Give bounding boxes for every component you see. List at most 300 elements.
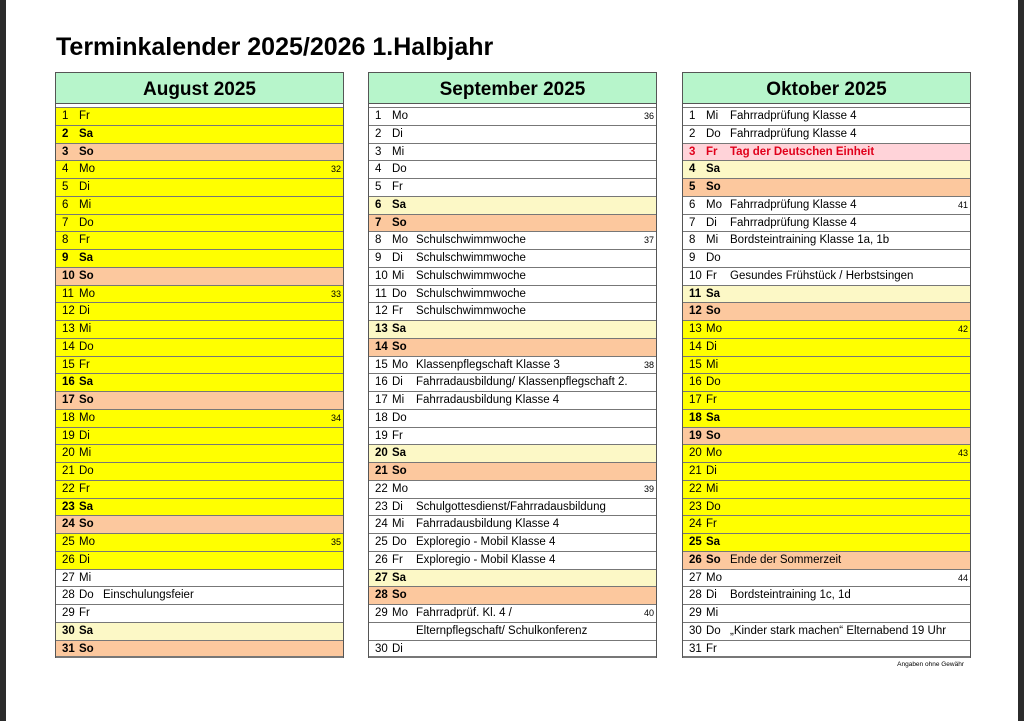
day-row (369, 480, 656, 498)
event-text: Ende der Sommerzeit (730, 553, 842, 566)
day-row (56, 498, 343, 516)
day-row (369, 586, 656, 604)
day-row (56, 249, 343, 267)
day-row (683, 622, 970, 640)
weekday: Fr (79, 358, 90, 371)
day-row (369, 498, 656, 516)
day-number: 17 (375, 394, 388, 406)
day-row (683, 285, 970, 303)
day-number: 20 (62, 447, 75, 460)
event-text: Schulschwimmwoche (416, 252, 526, 264)
day-row (683, 231, 970, 249)
week-number: 37 (643, 235, 654, 246)
weekday: So (79, 394, 94, 406)
day-number: 12 (62, 305, 75, 318)
day-row (683, 604, 970, 622)
day-row (683, 178, 970, 196)
event-text: Schulschwimmwoche (416, 287, 526, 300)
weekday: Fr (392, 553, 403, 566)
day-number: 18 (62, 411, 75, 424)
weekday: So (79, 518, 94, 531)
day-row (683, 356, 970, 374)
day-row (683, 462, 970, 480)
weekday: Do (79, 216, 94, 229)
month-column-september (368, 72, 657, 658)
day-number: 26 (62, 553, 75, 566)
weekday: Sa (706, 411, 721, 424)
weekday: Do (79, 340, 94, 353)
day-row (683, 569, 970, 587)
day-number: 30 (375, 642, 388, 655)
day-number: 2 (689, 127, 696, 140)
day-row (369, 160, 656, 178)
day-number: 28 (375, 589, 388, 602)
weekday: Sa (392, 447, 407, 460)
day-row (369, 196, 656, 214)
weekday: Mo (706, 198, 722, 211)
day-row (56, 302, 343, 320)
week-number: 36 (643, 111, 654, 121)
day-row (56, 569, 343, 587)
weekday: Sa (392, 198, 407, 211)
day-row (683, 640, 970, 658)
day-row (56, 196, 343, 214)
event-text: Exploregio - Mobil Klasse 4 (416, 536, 556, 548)
day-number: 16 (689, 376, 702, 389)
day-number: 6 (375, 198, 382, 211)
day-number: 8 (689, 234, 696, 247)
day-row (369, 302, 656, 320)
weekday: Fr (392, 429, 403, 442)
day-row (56, 356, 343, 374)
day-number: 28 (689, 589, 702, 602)
weekday: Di (706, 465, 717, 477)
day-number: 17 (689, 394, 702, 406)
event-text: Schulschwimmwoche (416, 305, 526, 318)
day-number: 10 (375, 269, 388, 282)
week-number: 35 (330, 537, 341, 547)
weekday: Sa (706, 536, 721, 548)
day-number: 9 (689, 252, 696, 264)
event-text: Elternpflegschaft/ Schulkonferenz (416, 624, 588, 637)
day-row (683, 480, 970, 498)
weekday: Do (706, 127, 721, 140)
event-text: „Kinder stark machen“ Elternabend 19 Uhr (730, 624, 947, 637)
day-row (56, 338, 343, 356)
weekday: Fr (706, 518, 717, 531)
weekday: Di (79, 553, 90, 566)
month-header: Oktober 2025 (683, 72, 970, 104)
day-row (683, 586, 970, 604)
week-number: 42 (957, 324, 968, 334)
day-row (369, 214, 656, 232)
day-list (56, 107, 343, 658)
day-number: 14 (375, 340, 388, 353)
day-row (369, 391, 656, 409)
day-number: 11 (375, 287, 387, 300)
week-number: 33 (330, 288, 341, 299)
day-number: 8 (375, 234, 382, 247)
day-number: 24 (689, 518, 702, 531)
day-number: 30 (689, 624, 702, 637)
day-number: 1 (375, 110, 382, 122)
weekday: Mo (79, 163, 95, 176)
weekday: Mo (79, 287, 95, 300)
day-row (56, 285, 343, 303)
day-row (369, 622, 656, 640)
day-number: 4 (689, 163, 696, 176)
weekday: Mo (392, 234, 408, 247)
day-row (369, 569, 656, 587)
month-column-august (55, 72, 344, 658)
weekday: Fr (706, 145, 718, 158)
day-row (56, 178, 343, 196)
day-row (683, 214, 970, 232)
weekday: Mi (392, 394, 405, 406)
week-number: 32 (330, 164, 341, 175)
day-row (369, 604, 656, 622)
weekday: So (392, 465, 407, 477)
day-number: 5 (689, 181, 696, 193)
day-number: 27 (62, 571, 75, 584)
weekday: Di (706, 216, 717, 229)
day-row (56, 231, 343, 249)
weekday: Di (79, 305, 90, 318)
day-number: 18 (375, 411, 388, 424)
day-row (683, 498, 970, 516)
day-row (369, 320, 656, 338)
day-number: 24 (375, 518, 388, 531)
weekday: Fr (79, 234, 90, 247)
day-row (56, 143, 343, 161)
weekday: Fr (706, 642, 717, 655)
weekday: Sa (706, 287, 721, 300)
month-header: September 2025 (369, 72, 656, 104)
weekday: So (706, 305, 721, 318)
day-number: 15 (62, 358, 75, 371)
day-number: 1 (689, 110, 696, 122)
weekday: Mo (706, 447, 722, 460)
weekday: Di (392, 127, 403, 140)
weekday: Fr (79, 482, 90, 495)
month-column-oktober (682, 72, 971, 658)
day-row (369, 427, 656, 445)
day-number: 11 (62, 287, 74, 300)
weekday: So (392, 589, 407, 602)
weekday: Mi (79, 447, 92, 460)
calendar-page (6, 0, 1018, 721)
day-row (683, 320, 970, 338)
weekday: So (79, 642, 94, 655)
day-row (56, 480, 343, 498)
weekday: Mi (706, 110, 719, 122)
day-number: 17 (62, 394, 75, 406)
day-number: 25 (689, 536, 702, 548)
day-row (683, 196, 970, 214)
day-number: 28 (62, 589, 75, 602)
day-number: 25 (375, 536, 388, 548)
day-row (683, 409, 970, 427)
day-row (683, 444, 970, 462)
event-text: Fahrradausbildung Klasse 4 (416, 394, 560, 406)
day-row (56, 160, 343, 178)
day-number: 22 (62, 482, 75, 495)
day-number: 5 (62, 181, 69, 193)
event-text: Fahrradprüfung Klasse 4 (730, 110, 857, 122)
day-number: 15 (375, 358, 388, 371)
day-number: 20 (689, 447, 702, 460)
day-row (369, 533, 656, 551)
day-number: 15 (689, 358, 702, 371)
weekday: Mo (79, 411, 95, 424)
weekday: So (392, 340, 407, 353)
event-text: Fahrradprüfung Klasse 4 (730, 198, 857, 211)
day-row (683, 427, 970, 445)
day-row (56, 551, 343, 569)
weekday: Sa (706, 163, 721, 176)
day-number: 2 (62, 127, 69, 140)
weekday: Fr (79, 607, 90, 619)
weekday: Fr (392, 181, 403, 193)
weekday: Mo (706, 323, 722, 335)
event-text: Fahrradprüfung Klasse 4 (730, 127, 857, 140)
day-row (56, 320, 343, 338)
day-number: 6 (689, 198, 696, 211)
day-number: 13 (689, 323, 702, 335)
weekday: Do (706, 500, 721, 513)
month-header: August 2025 (56, 72, 343, 104)
day-number: 21 (689, 465, 702, 477)
day-number: 19 (62, 429, 75, 442)
day-row (683, 533, 970, 551)
day-row (369, 373, 656, 391)
event-text: Schulgottesdienst/Fahrradausbildung (416, 500, 606, 513)
day-number: 5 (375, 181, 382, 193)
day-number: 10 (689, 269, 702, 282)
day-number: 14 (689, 340, 702, 353)
week-number: 43 (957, 448, 968, 459)
weekday: Do (706, 252, 721, 264)
day-row (369, 231, 656, 249)
day-number: 18 (689, 411, 702, 424)
day-number: 9 (62, 252, 69, 264)
day-number: 22 (375, 482, 388, 495)
event-text: Fahrradprüfung Klasse 4 (730, 216, 857, 229)
day-row (56, 427, 343, 445)
weekday: Mo (706, 571, 722, 584)
day-row (56, 125, 343, 143)
weekday: Sa (79, 624, 94, 637)
day-row (369, 125, 656, 143)
day-row (369, 178, 656, 196)
day-row (683, 373, 970, 391)
day-row (683, 391, 970, 409)
day-row (683, 249, 970, 267)
day-row (56, 533, 343, 551)
day-row (683, 551, 970, 569)
day-row (56, 409, 343, 427)
weekday: Do (392, 411, 407, 424)
week-number: 39 (643, 483, 654, 494)
day-number: 22 (689, 482, 702, 495)
weekday: So (706, 429, 721, 442)
weekday: Do (392, 163, 407, 176)
day-row (369, 285, 656, 303)
day-row (369, 338, 656, 356)
day-number: 4 (62, 163, 69, 176)
day-row (56, 391, 343, 409)
weekday: Do (392, 287, 407, 300)
day-number: 25 (62, 536, 75, 548)
day-number: 24 (62, 518, 75, 531)
day-number: 7 (689, 216, 696, 229)
event-text: Klassenpflegschaft Klasse 3 (416, 358, 560, 371)
weekday: Mi (79, 198, 92, 211)
event-text: Exploregio - Mobil Klasse 4 (416, 553, 556, 566)
event-text: Einschulungsfeier (103, 589, 194, 602)
day-row (56, 586, 343, 604)
weekday: Mi (706, 358, 719, 371)
weekday: So (706, 181, 721, 193)
day-row (683, 107, 970, 125)
day-row (683, 302, 970, 320)
day-number: 13 (375, 323, 388, 335)
weekday: So (79, 145, 94, 158)
day-row (369, 267, 656, 285)
weekday: Di (79, 429, 90, 442)
event-text: Schulschwimmwoche (416, 234, 526, 247)
day-number: 14 (62, 340, 75, 353)
weekday: Mo (392, 482, 408, 495)
day-number: 26 (375, 553, 388, 566)
day-row (56, 107, 343, 125)
day-row (369, 462, 656, 480)
day-number: 10 (62, 269, 75, 282)
day-row (369, 356, 656, 374)
weekday: Mo (392, 110, 408, 122)
weekday: Sa (79, 500, 94, 513)
day-number: 23 (375, 500, 388, 513)
weekday: Di (706, 340, 717, 353)
day-row (56, 622, 343, 640)
weekday: Mo (392, 358, 408, 371)
weekday: Mi (706, 234, 719, 247)
weekday: Mi (392, 518, 405, 531)
day-row (369, 515, 656, 533)
day-number: 7 (62, 216, 69, 229)
weekday: Di (706, 589, 717, 602)
day-row (56, 267, 343, 285)
day-number: 6 (62, 198, 69, 211)
day-number: 1 (62, 110, 69, 122)
weekday: So (706, 553, 721, 566)
day-row (369, 143, 656, 161)
disclaimer-note: Angaben ohne Gewähr (897, 661, 964, 668)
weekday: Mo (79, 536, 95, 548)
weekday: Fr (392, 305, 403, 318)
day-number: 30 (62, 624, 75, 637)
weekday: Do (392, 536, 407, 548)
day-row (683, 125, 970, 143)
day-row (369, 551, 656, 569)
day-row (369, 444, 656, 462)
weekday: Fr (706, 394, 717, 406)
day-number: 8 (62, 234, 69, 247)
weekday: Di (392, 252, 403, 264)
event-text: Tag der Deutschen Einheit (730, 145, 875, 158)
day-row (683, 338, 970, 356)
weekday: Di (392, 500, 403, 513)
day-number: 26 (689, 553, 702, 566)
day-number: 29 (375, 607, 388, 619)
day-row (56, 373, 343, 391)
day-number: 7 (375, 216, 382, 229)
weekday: Di (392, 642, 403, 655)
day-row (56, 640, 343, 658)
day-number: 29 (62, 607, 75, 619)
day-number: 23 (689, 500, 702, 513)
weekday: Do (79, 589, 94, 602)
weekday: Mo (392, 607, 408, 619)
day-number: 29 (689, 607, 702, 619)
day-list (683, 107, 970, 658)
weekday: Di (392, 376, 403, 389)
week-number: 38 (643, 359, 654, 370)
day-row (683, 515, 970, 533)
day-number: 11 (689, 287, 702, 300)
day-row (683, 160, 970, 178)
weekday: Sa (392, 571, 407, 584)
day-number: 19 (375, 429, 388, 442)
day-number: 12 (689, 305, 702, 318)
event-text: Fahrradausbildung/ Klassenpflegschaft 2. (416, 376, 628, 389)
day-number: 2 (375, 127, 382, 140)
day-number: 12 (375, 305, 388, 318)
weekday: Do (706, 376, 721, 389)
day-list (369, 107, 656, 658)
day-number: 16 (62, 376, 75, 389)
event-text: Bordsteintraining 1c, 1d (730, 589, 851, 602)
week-number: 44 (957, 572, 968, 583)
weekday: Mi (79, 323, 92, 335)
day-row (56, 214, 343, 232)
event-text: Fahrradprüf. Kl. 4 / (416, 607, 512, 619)
day-row (369, 249, 656, 267)
day-number: 3 (375, 145, 382, 158)
week-number: 40 (643, 608, 654, 618)
weekday: Do (706, 624, 721, 637)
week-number: 41 (957, 199, 968, 210)
week-number: 34 (330, 412, 341, 423)
event-text: Gesundes Frühstück / Herbstsingen (730, 269, 914, 282)
day-number: 3 (62, 145, 69, 158)
day-number: 3 (689, 145, 696, 158)
page-title: Terminkalender 2025/2026 1.Halbjahr (56, 33, 494, 61)
day-row (683, 267, 970, 285)
weekday: So (392, 216, 407, 229)
day-row (56, 462, 343, 480)
event-text: Schulschwimmwoche (416, 269, 526, 282)
weekday: Mi (706, 482, 719, 495)
weekday: Sa (79, 127, 94, 140)
day-number: 9 (375, 252, 382, 264)
day-row (369, 107, 656, 125)
day-row (683, 143, 970, 161)
day-number: 19 (689, 429, 702, 442)
weekday: Mi (79, 571, 92, 584)
day-row (369, 640, 656, 658)
weekday: Fr (706, 269, 717, 282)
